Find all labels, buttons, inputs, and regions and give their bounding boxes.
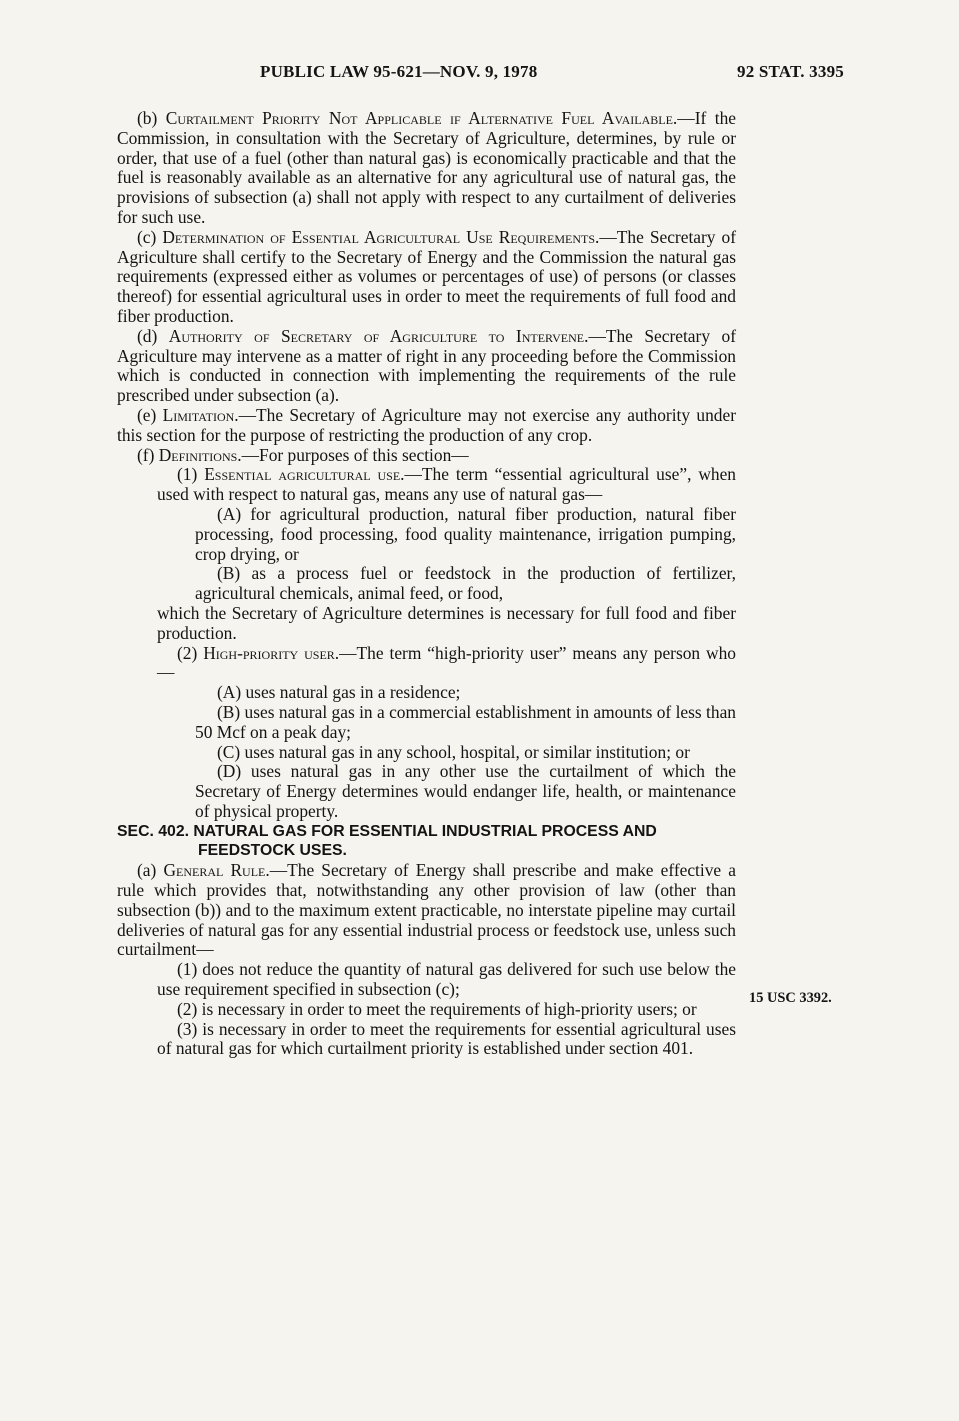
subsection-text: —For purposes of this section— (241, 444, 469, 465)
definition-1-B: (B) as a process fuel or feedstock in the production of fertilizer, agricultural chemicals, animal feed, or food, (195, 563, 736, 604)
paragraph-number: (1) (177, 464, 205, 485)
definition-2-B: (B) uses natural gas in a commercial establishment in amounts of less than 50 Mcf on a peak day; (195, 701, 736, 742)
subsection-d (117, 327, 736, 406)
definition-2-C: (C) uses natural gas in any school, hospital, or similar institution; or (217, 741, 690, 762)
subsection-number: (e) (137, 404, 163, 425)
subsection-text: —If the Commission, in consultation with the Secretary of Agriculture, determines, by rule or order, that use of a fuel (other than natural gas) is economically practicable and that the fuel is reasonably available as an alternative for any agricultural use of natural gas, the provisions of subsection (a) shall not apply with respect to any curtailment of deliveries for such use. (117, 108, 736, 227)
definition-1-tail: which the Secretary of Agriculture determines is necessary for full food and fiber production. (157, 602, 736, 643)
subsection-number: (f) (137, 444, 159, 465)
subsection-text: —The Secretary of Agriculture may intervene as a matter of right in any proceeding before the Commission which is conducted in connection with implementing the requirements of the rule prescribed under subsection (a). (117, 325, 736, 406)
body-text (117, 109, 736, 1059)
subsection-number: (b) (137, 108, 166, 128)
statute-reference: 92 STAT. 3395 (737, 62, 844, 81)
running-header (0, 62, 959, 84)
subsection-number: (c) (137, 226, 163, 247)
section-402-heading (117, 822, 736, 862)
subsection-text: —The Secretary of Energy shall prescribe and make effective a rule which provides that, notwithstanding any other provision of law (other than subsection (b)) and to the maximum extent practicable, no interstate pipeline may curtail deliveries of natural gas for any essential industrial process or feedstock use, unless such curtailment— (117, 860, 736, 960)
section-heading-line: SEC. 402. NATURAL GAS FOR ESSENTIAL INDUSTRIAL PROCESS AND (117, 822, 657, 840)
definition-1-A: (A) for agricultural production, natural fiber production, natural fiber processing, food processing, food quality maintenance, irrigation pumping, crop drying, or (195, 503, 736, 564)
subsection-number: (a) (137, 860, 164, 881)
section-402-a-1: (1) does not reduce the quantity of natural gas delivered for such use below the use requirement specified in subsection (c); (157, 959, 736, 1000)
section-heading-line: FEEDSTOCK USES. (198, 842, 347, 860)
subsection-f (117, 446, 736, 466)
paragraph-heading: High-priority user. (203, 642, 340, 663)
page-title: PUBLIC LAW 95-621—NOV. 9, 1978 (260, 62, 538, 81)
subsection-b (117, 109, 736, 228)
subsection-text: —The Secretary of Agriculture shall certify to the Secretary of Energy and the Commission the natural gas requirements (expressed either as volumes or percentages of use) of persons (or classes thereof) for essential agricultural uses in order to meet the requirements of full food and fiber production. (117, 226, 736, 326)
subsection-heading: Authority of Secretary of Agriculture to Intervene. (168, 325, 589, 346)
subsection-text: —The Secretary of Agriculture may not exercise any authority under this section for the purpose of restricting the production of any crop. (117, 404, 737, 445)
paragraph-heading: Essential agricultural use. (204, 464, 405, 485)
subsection-c (117, 228, 736, 327)
paragraph-number: (2) (177, 642, 204, 663)
subsection-heading: Definitions. (158, 444, 242, 465)
section-402-a (117, 861, 736, 960)
subsection-e (117, 406, 736, 446)
definition-2-A: (A) uses natural gas in a residence; (217, 682, 461, 703)
subsection-heading: General Rule. (163, 860, 270, 881)
section-402-a-3: (3) is necessary in order to meet the requirements for essential agricultural uses of natural gas for which curtailment priority is established under section 401. (157, 1018, 736, 1059)
usc-margin-note: 15 USC 3392. (749, 990, 832, 1006)
paragraph-text: —The term “high-priority user” means any person who— (157, 642, 736, 683)
paragraph-text: —The term “essential agricultural use”, when used with respect to natural gas, means any use of natural gas— (157, 464, 736, 505)
subsection-heading: Determination of Essential Agricultural Use Requirements. (162, 226, 600, 247)
subsection-heading: Limitation. (162, 404, 239, 425)
subsection-heading: Curtailment Priority Not Applicable if Alternative Fuel Available. (165, 108, 678, 128)
definition-1 (117, 465, 736, 505)
definition-2 (117, 644, 736, 684)
definition-2-D: (D) uses natural gas in any other use the curtailment of which the Secretary of Energy determines would endanger life, health, or maintenance of physical property. (195, 761, 736, 821)
subsection-number: (d) (137, 325, 169, 346)
section-402-a-2: (2) is necessary in order to meet the requirements of high-priority users; or (177, 998, 697, 1019)
